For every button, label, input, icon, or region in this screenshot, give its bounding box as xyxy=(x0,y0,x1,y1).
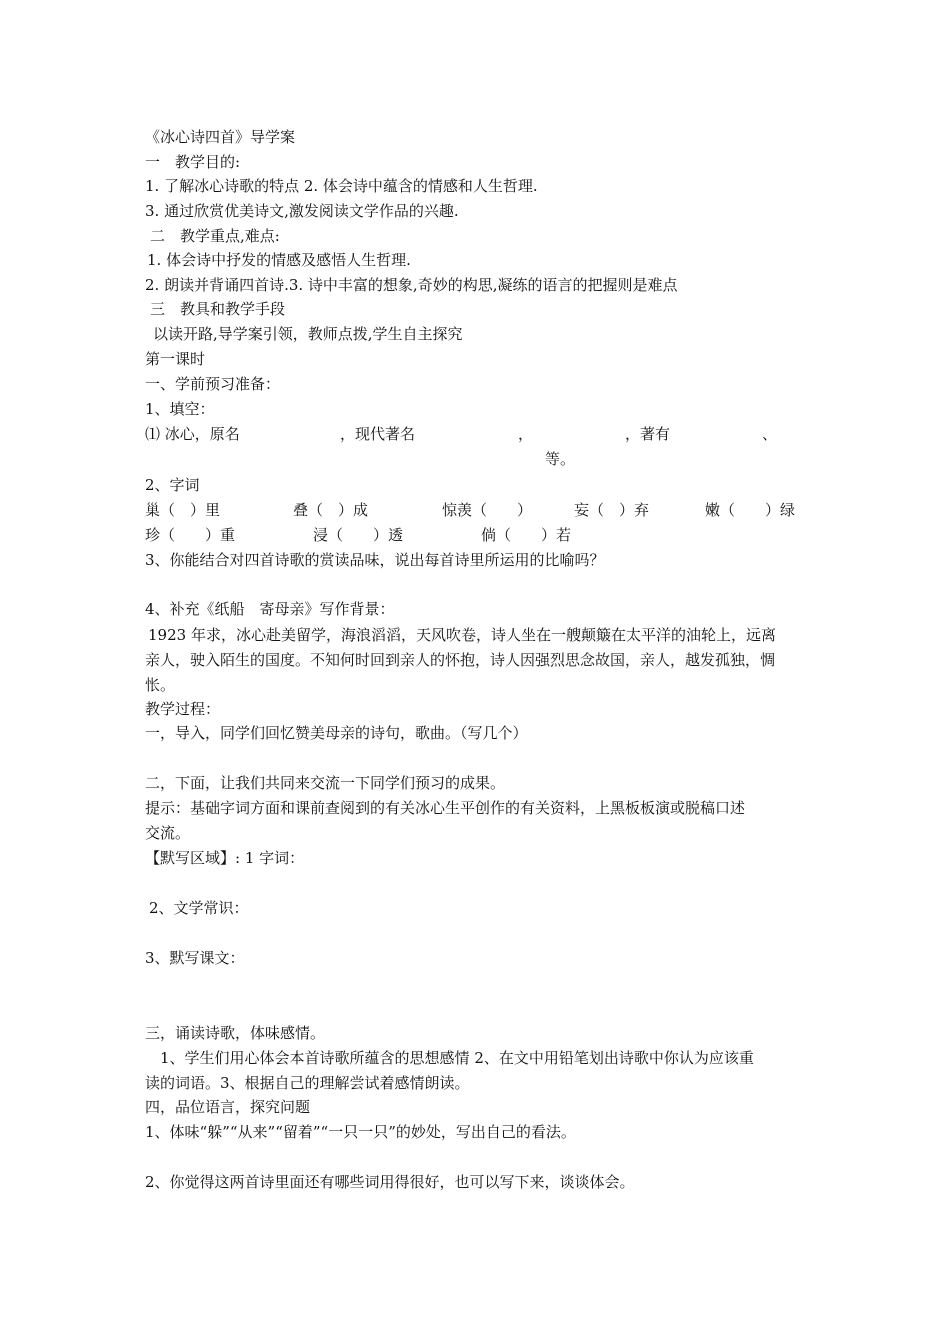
text-line: 2. 朗读并背诵四首诗.3. 诗中丰富的想象,奇妙的构思,凝练的语言的把握则是难点 xyxy=(145,276,678,294)
text-line: 交流。 xyxy=(145,824,191,842)
fill-text: ，现代著名 xyxy=(340,425,416,443)
word-item: 珍（ ）重 xyxy=(145,526,236,544)
step-line: 二，下面，让我们共同来交流一下同学们预习的成果。 xyxy=(145,774,506,792)
fill-text: ， xyxy=(518,425,534,443)
fill-text: ，著有 xyxy=(625,425,671,443)
dictation-heading: 【默写区域】: 1 字词： xyxy=(145,849,305,867)
word-item: 倘（ ）若 xyxy=(481,526,572,544)
subheading: 2、字词 xyxy=(145,476,200,494)
section-heading: 一、学前预习准备： xyxy=(145,375,281,393)
question: 2、你觉得这两首诗里面还有哪些词用得很好，也可以写下来，谈谈体会。 xyxy=(145,1173,635,1191)
text-line: 1. 了解冰心诗歌的特点 2. 体会诗中蕴含的情感和人生哲理. xyxy=(145,177,538,195)
subheading: 1、填空： xyxy=(145,400,215,418)
subheading: 4、补充《纸船 寄母亲》写作背景： xyxy=(145,600,395,618)
dictation-item: 3、默写课文： xyxy=(145,949,245,967)
text-line: 3. 通过欣赏优美诗文,激发阅读文学作品的兴趣. xyxy=(145,202,459,220)
question: 1、体味“躲”“从来”“留着”“一只一只”的妙处，写出自己的看法。 xyxy=(145,1123,576,1141)
word-item: 巢（ ）里 xyxy=(145,501,221,519)
word-item: 叠（ ）成 xyxy=(293,501,369,519)
step-line: 三，诵读诗歌，体味感情。 xyxy=(145,1024,326,1042)
word-item: 妄（ ）弃 xyxy=(574,501,650,519)
text-line: 1. 体会诗中抒发的情感及感悟人生哲理. xyxy=(147,251,411,269)
text-line: 怅。 xyxy=(145,676,176,694)
doc-title: 《冰心诗四首》导学案 xyxy=(145,128,296,146)
section-heading: 二 教学重点,难点: xyxy=(150,227,280,245)
lesson-label: 第一课时 xyxy=(145,350,206,368)
fill-text: 等。 xyxy=(545,450,576,468)
text-line: 以读开路,导学案引领，教师点拨,学生自主探究 xyxy=(153,325,463,343)
dictation-item: 2、文学常识： xyxy=(149,899,249,917)
step-line: 一，导入，同学们回忆赞美母亲的诗句，歌曲。（写几个） xyxy=(145,724,528,742)
word-item: 嫩（ ）绿 xyxy=(705,501,796,519)
section-heading: 教学过程： xyxy=(145,700,221,718)
text-line: 亲人，驶入陌生的国度。不知何时回到亲人的怀抱，诗人因强烈思念故国，亲人，越发孤独，惆 xyxy=(145,651,776,669)
question: 3、你能结合对四首诗歌的赏读品味，说出每首诗里所运用的比喻吗？ xyxy=(145,551,605,569)
word-item: 浸（ ）透 xyxy=(313,526,404,544)
text-line: 读的词语。3、根据自己的理解尝试着感情朗读。 xyxy=(145,1074,470,1092)
text-line: 提示：基础字词方面和课前查阅到的有关冰心生平创作的有关资料，上黑板板演或脱稿口述 xyxy=(145,799,746,817)
step-line: 四，品位语言，探究问题 xyxy=(145,1098,311,1116)
section-heading: 一 教学目的: xyxy=(145,153,241,171)
fill-text: 、 xyxy=(762,425,778,443)
fill-text: ⑴ 冰心，原名 xyxy=(145,425,240,443)
text-line: 1923 年求，冰心赴美留学，海浪滔滔，天风吹卷，诗人坐在一艘颠簸在太平洋的油轮上，远离 xyxy=(148,626,776,644)
text-line: 1、学生们用心体会本首诗歌所蕴含的思想感情 2、在文中用铅笔划出诗歌中你认为应该重 xyxy=(160,1049,754,1067)
word-item: 惊羡（ ） xyxy=(442,501,533,519)
section-heading: 三 教具和教学手段 xyxy=(150,300,286,318)
